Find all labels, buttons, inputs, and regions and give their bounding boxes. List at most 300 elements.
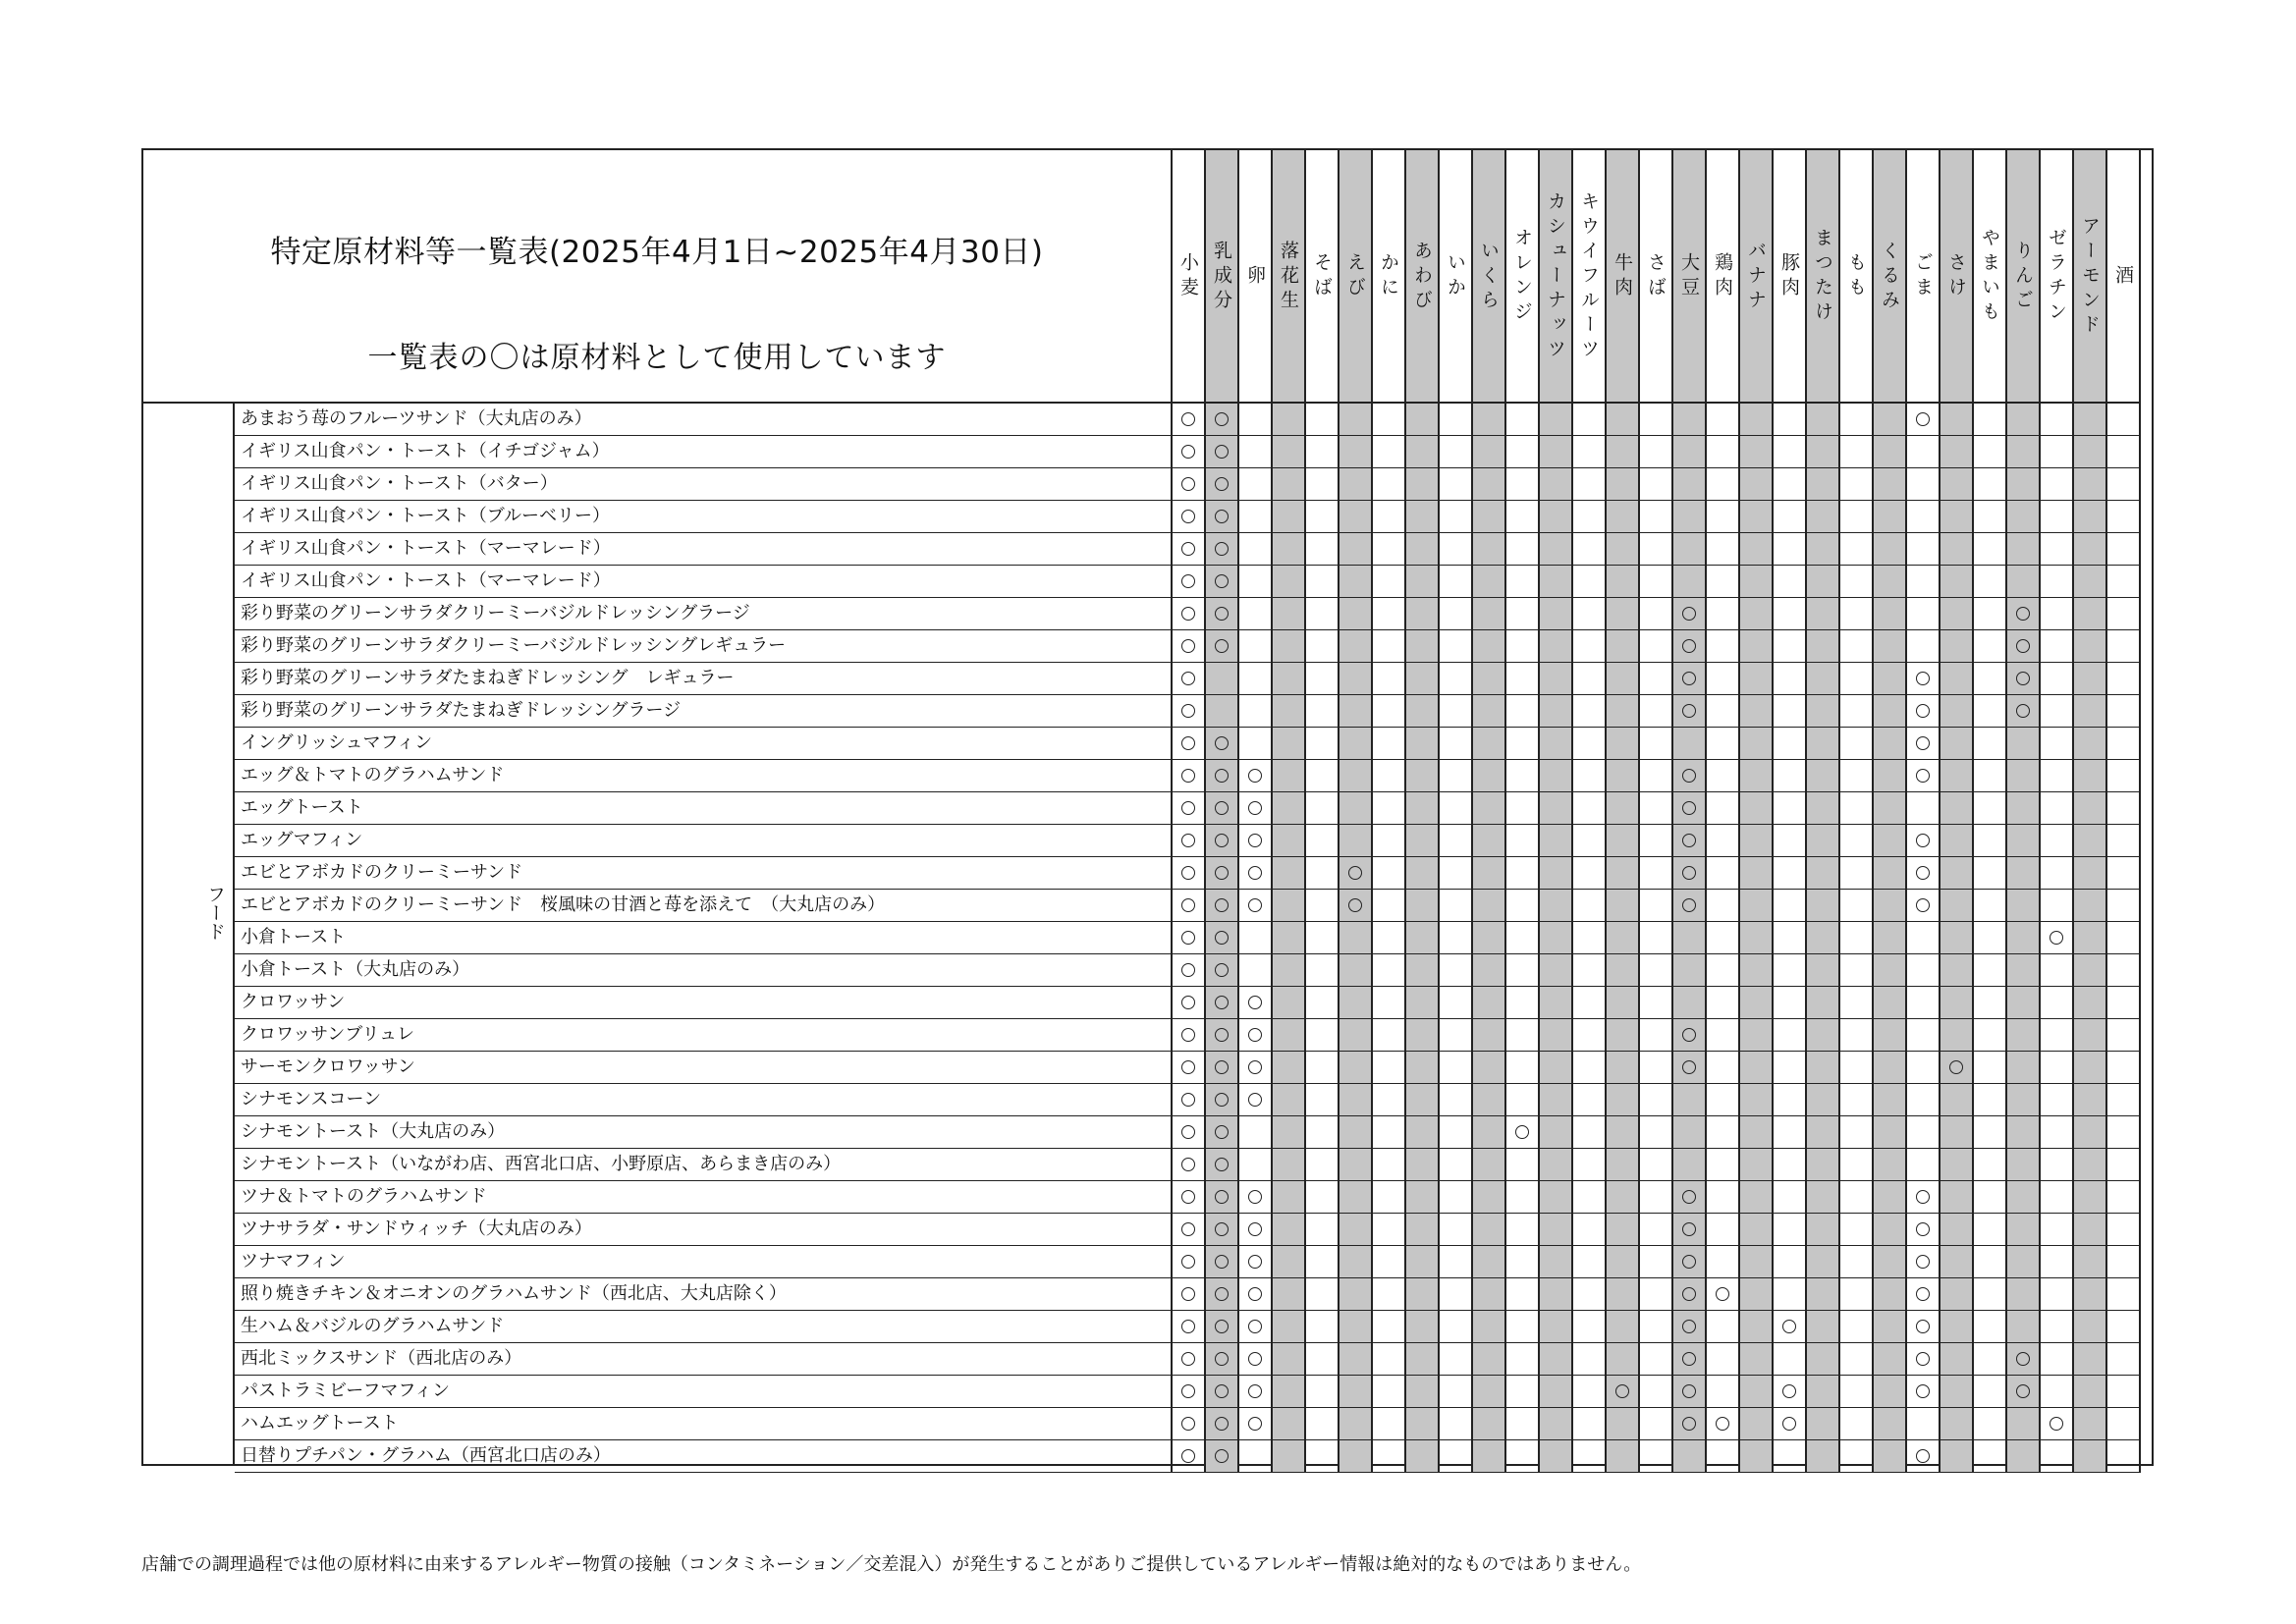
allergen-header-label: もも xyxy=(1845,252,1867,301)
table-cell xyxy=(2007,1246,2041,1278)
table-cell xyxy=(1740,1440,1774,1473)
table-cell xyxy=(1640,825,1673,857)
table-cell xyxy=(1473,1149,1506,1181)
table-cell xyxy=(1640,1278,1673,1311)
table-cell xyxy=(1807,533,1840,566)
table-cell xyxy=(1974,1149,2007,1181)
table-cell xyxy=(1840,533,1874,566)
table-cell xyxy=(1640,663,1673,695)
table-cell xyxy=(1941,1311,1974,1343)
item-name: イギリス山食パン・トースト（イチゴジャム） xyxy=(235,436,1173,468)
table-cell xyxy=(1740,954,1774,987)
table-cell xyxy=(1506,695,1540,728)
table-cell xyxy=(1339,1084,1373,1116)
table-cell xyxy=(1506,922,1540,954)
table-cell xyxy=(1974,922,2007,954)
table-cell xyxy=(1640,1084,1673,1116)
table-cell xyxy=(2074,825,2107,857)
table-cell xyxy=(1206,890,1239,922)
table-cell xyxy=(1306,1084,1339,1116)
table-cell xyxy=(1740,663,1774,695)
table-cell xyxy=(1640,890,1673,922)
table-cell xyxy=(1673,533,1707,566)
circle-mark-icon xyxy=(1215,1190,1229,1204)
table-cell xyxy=(1640,468,1673,501)
table-cell xyxy=(1206,663,1239,695)
table-cell xyxy=(1974,825,2007,857)
table-cell xyxy=(1774,1311,1807,1343)
table-cell xyxy=(1840,728,1874,760)
table-cell xyxy=(1640,404,1673,436)
table-cell xyxy=(1406,404,1440,436)
table-cell xyxy=(1239,468,1273,501)
table-cell xyxy=(2074,533,2107,566)
table-cell xyxy=(1707,987,1740,1019)
table-cell xyxy=(2074,1116,2107,1149)
table-cell xyxy=(1673,890,1707,922)
table-cell xyxy=(1506,1343,1540,1376)
table-cell xyxy=(1673,1149,1707,1181)
allergen-header xyxy=(1339,150,1373,404)
table-cell xyxy=(1339,954,1373,987)
table-cell xyxy=(1974,1278,2007,1311)
table-cell xyxy=(1206,695,1239,728)
table-cell xyxy=(2074,436,2107,468)
table-cell xyxy=(1673,1116,1707,1149)
circle-mark-icon xyxy=(1215,1060,1229,1074)
table-cell xyxy=(1173,695,1206,728)
table-cell xyxy=(1506,501,1540,533)
table-cell xyxy=(1874,1278,1907,1311)
table-cell xyxy=(1406,533,1440,566)
item-name: 小倉トースト（大丸店のみ） xyxy=(235,954,1173,987)
circle-mark-icon xyxy=(1181,1158,1195,1171)
table-cell xyxy=(1206,1052,1239,1084)
table-cell xyxy=(1440,1246,1473,1278)
table-cell xyxy=(1339,663,1373,695)
table-cell xyxy=(1506,468,1540,501)
table-cell xyxy=(1640,954,1673,987)
table-cell xyxy=(1373,1084,1406,1116)
table-cell xyxy=(1406,566,1440,598)
table-cell xyxy=(2074,760,2107,792)
table-cell xyxy=(1173,598,1206,630)
circle-mark-icon xyxy=(1215,445,1229,459)
table-cell xyxy=(1941,857,1974,890)
category-label: フード xyxy=(204,885,226,941)
table-cell xyxy=(1874,1408,1907,1440)
table-cell xyxy=(1974,1084,2007,1116)
table-cell xyxy=(1406,1440,1440,1473)
table-cell xyxy=(2074,501,2107,533)
table-cell xyxy=(1273,1278,1306,1311)
table-cell xyxy=(2074,987,2107,1019)
table-cell xyxy=(1273,890,1306,922)
table-cell xyxy=(1173,954,1206,987)
table-cell xyxy=(1707,1311,1740,1343)
table-cell xyxy=(1740,760,1774,792)
table-cell xyxy=(1774,792,1807,825)
table-cell xyxy=(1707,728,1740,760)
circle-mark-icon xyxy=(1181,574,1195,588)
table-cell xyxy=(1974,1311,2007,1343)
table-cell xyxy=(1573,566,1607,598)
table-cell xyxy=(2007,663,2041,695)
circle-mark-icon xyxy=(1215,1287,1229,1301)
table-cell xyxy=(1974,663,2007,695)
item-name: エッグマフィン xyxy=(235,825,1173,857)
table-cell xyxy=(1373,695,1406,728)
table-cell xyxy=(1440,728,1473,760)
table-cell xyxy=(1640,1440,1673,1473)
table-cell xyxy=(2041,1181,2074,1214)
table-cell xyxy=(1373,825,1406,857)
allergen-header xyxy=(1473,150,1506,404)
table-cell xyxy=(1774,663,1807,695)
table-cell xyxy=(1607,1116,1640,1149)
table-cell xyxy=(1840,566,1874,598)
table-cell xyxy=(1774,1181,1807,1214)
table-cell xyxy=(1740,922,1774,954)
allergen-header-label: 大豆 xyxy=(1678,252,1700,301)
circle-mark-icon xyxy=(1181,1255,1195,1269)
table-cell xyxy=(2107,1278,2141,1311)
circle-mark-icon xyxy=(1215,963,1229,977)
table-cell xyxy=(1540,1278,1573,1311)
table-cell xyxy=(1406,954,1440,987)
table-cell xyxy=(1573,1408,1607,1440)
table-cell xyxy=(1774,1019,1807,1052)
table-cell xyxy=(1974,760,2007,792)
table-cell xyxy=(1473,598,1506,630)
allergen-header-label: ごま xyxy=(1912,252,1934,301)
circle-mark-icon xyxy=(1248,1384,1262,1398)
table-cell xyxy=(1707,1181,1740,1214)
table-cell xyxy=(1473,922,1506,954)
table-cell xyxy=(1640,1343,1673,1376)
allergen-header-label: 卵 xyxy=(1244,264,1266,290)
item-name: 彩り野菜のグリーンサラダクリーミーバジルドレッシングラージ xyxy=(235,598,1173,630)
table-cell xyxy=(1506,1149,1540,1181)
circle-mark-icon xyxy=(1215,607,1229,621)
circle-mark-icon xyxy=(1215,898,1229,912)
table-cell xyxy=(1707,857,1740,890)
table-cell xyxy=(1974,436,2007,468)
table-cell xyxy=(2074,1311,2107,1343)
table-cell xyxy=(1573,1181,1607,1214)
table-cell xyxy=(1874,663,1907,695)
circle-mark-icon xyxy=(1248,834,1262,847)
table-cell xyxy=(1406,825,1440,857)
table-cell xyxy=(1974,501,2007,533)
item-name: サーモンクロワッサン xyxy=(235,1052,1173,1084)
table-cell xyxy=(1506,533,1540,566)
circle-mark-icon xyxy=(1215,769,1229,783)
table-cell xyxy=(1373,987,1406,1019)
table-cell xyxy=(1173,1214,1206,1246)
table-cell xyxy=(1874,404,1907,436)
table-cell xyxy=(1306,1149,1339,1181)
table-cell xyxy=(1774,1343,1807,1376)
table-cell xyxy=(2041,1246,2074,1278)
table-cell xyxy=(1607,728,1640,760)
allergen-header xyxy=(1206,150,1239,404)
table-cell xyxy=(1406,792,1440,825)
table-cell xyxy=(1573,1376,1607,1408)
table-cell xyxy=(1807,1343,1840,1376)
table-cell xyxy=(1339,1214,1373,1246)
table-cell xyxy=(1373,922,1406,954)
allergen-header-label: まつたけ xyxy=(1812,228,1833,326)
table-cell xyxy=(1540,1246,1573,1278)
table-cell xyxy=(1607,1408,1640,1440)
table-cell xyxy=(1807,436,1840,468)
table-cell xyxy=(1740,1376,1774,1408)
table-cell xyxy=(1239,1376,1273,1408)
footer-note: 店舗での調理過程では他の原材料に由来するアレルギー物質の接触（コンタミネーション／交差混入）が発生することがありご提供しているアレルギー情報は絶対的なものではありません。 xyxy=(141,1554,1642,1575)
table-cell xyxy=(1540,630,1573,663)
table-cell xyxy=(1840,1440,1874,1473)
table-cell xyxy=(1640,501,1673,533)
table-cell xyxy=(2107,1440,2141,1473)
table-cell xyxy=(1874,501,1907,533)
table-cell xyxy=(1473,1246,1506,1278)
table-cell xyxy=(1406,1343,1440,1376)
table-cell xyxy=(1506,890,1540,922)
table-cell xyxy=(1807,954,1840,987)
circle-mark-icon xyxy=(1782,1320,1796,1333)
table-cell xyxy=(1406,760,1440,792)
circle-mark-icon xyxy=(1215,1449,1229,1463)
table-cell xyxy=(1774,1278,1807,1311)
allergen-header xyxy=(1840,150,1874,404)
table-cell xyxy=(1874,890,1907,922)
table-cell xyxy=(2041,1084,2074,1116)
table-cell xyxy=(1373,1214,1406,1246)
table-cell xyxy=(1807,1311,1840,1343)
table-cell xyxy=(1673,1440,1707,1473)
table-cell xyxy=(1673,760,1707,792)
table-cell xyxy=(1774,890,1807,922)
table-cell xyxy=(1774,533,1807,566)
table-cell xyxy=(1273,404,1306,436)
table-cell xyxy=(1907,630,1941,663)
item-name: 彩り野菜のグリーンサラダたまねぎドレッシングラージ xyxy=(235,695,1173,728)
circle-mark-icon xyxy=(1248,996,1262,1009)
table-cell xyxy=(2107,922,2141,954)
table-cell xyxy=(1907,857,1941,890)
table-cell xyxy=(1640,1019,1673,1052)
table-cell xyxy=(1974,533,2007,566)
table-cell xyxy=(1239,1084,1273,1116)
table-cell xyxy=(1540,825,1573,857)
table-cell xyxy=(1206,501,1239,533)
table-cell xyxy=(1941,501,1974,533)
table-cell xyxy=(1774,695,1807,728)
item-name: クロワッサン xyxy=(235,987,1173,1019)
table-cell xyxy=(1306,1343,1339,1376)
table-cell xyxy=(1907,501,1941,533)
circle-mark-icon xyxy=(1215,477,1229,491)
circle-mark-icon xyxy=(1916,898,1930,912)
circle-mark-icon xyxy=(1916,834,1930,847)
circle-mark-icon xyxy=(1682,898,1696,912)
table-cell xyxy=(1506,987,1540,1019)
table-cell xyxy=(2107,1246,2141,1278)
table-cell xyxy=(1206,598,1239,630)
table-cell xyxy=(1640,1376,1673,1408)
table-cell xyxy=(1573,663,1607,695)
table-cell xyxy=(1840,630,1874,663)
table-cell xyxy=(1974,1181,2007,1214)
table-cell xyxy=(1373,857,1406,890)
table-cell xyxy=(1774,857,1807,890)
table-cell xyxy=(1774,1214,1807,1246)
circle-mark-icon xyxy=(1181,1320,1195,1333)
table-cell xyxy=(1473,468,1506,501)
table-cell xyxy=(1673,598,1707,630)
table-cell xyxy=(2107,533,2141,566)
circle-mark-icon xyxy=(2016,1384,2030,1398)
table-cell xyxy=(1807,1052,1840,1084)
table-cell xyxy=(1540,1311,1573,1343)
table-cell xyxy=(1373,630,1406,663)
table-cell xyxy=(1607,1214,1640,1246)
table-cell xyxy=(1540,566,1573,598)
table-cell xyxy=(1774,630,1807,663)
table-cell xyxy=(1941,1019,1974,1052)
table-cell xyxy=(1874,1084,1907,1116)
table-cell xyxy=(1239,760,1273,792)
table-cell xyxy=(1640,792,1673,825)
table-cell xyxy=(1740,1343,1774,1376)
table-cell xyxy=(1239,1019,1273,1052)
table-cell xyxy=(1840,792,1874,825)
circle-mark-icon xyxy=(1348,898,1362,912)
circle-mark-icon xyxy=(1181,801,1195,815)
table-cell xyxy=(1373,792,1406,825)
table-cell xyxy=(1707,1343,1740,1376)
table-cell xyxy=(1239,1181,1273,1214)
table-cell xyxy=(1640,436,1673,468)
table-cell xyxy=(1573,760,1607,792)
item-name: イギリス山食パン・トースト（マーマレード） xyxy=(235,566,1173,598)
table-cell xyxy=(1740,987,1774,1019)
table-cell xyxy=(1974,1052,2007,1084)
table-cell xyxy=(1173,1278,1206,1311)
table-cell xyxy=(1673,501,1707,533)
table-cell xyxy=(1440,987,1473,1019)
table-cell xyxy=(1941,825,1974,857)
allergen-header xyxy=(1373,150,1406,404)
circle-mark-icon xyxy=(1181,445,1195,459)
circle-mark-icon xyxy=(1916,736,1930,750)
table-cell xyxy=(1273,598,1306,630)
circle-mark-icon xyxy=(1181,1060,1195,1074)
table-cell xyxy=(1306,890,1339,922)
table-cell xyxy=(2007,825,2041,857)
circle-mark-icon xyxy=(1682,1352,1696,1366)
table-cell xyxy=(1740,1084,1774,1116)
table-cell xyxy=(1473,1116,1506,1149)
allergen-header xyxy=(1173,150,1206,404)
table-cell xyxy=(1607,922,1640,954)
table-cell xyxy=(1740,1019,1774,1052)
table-cell xyxy=(1673,792,1707,825)
table-cell xyxy=(1373,1181,1406,1214)
table-cell xyxy=(2041,1052,2074,1084)
circle-mark-icon xyxy=(2050,931,2063,945)
table-cell xyxy=(1406,1214,1440,1246)
table-cell xyxy=(2041,468,2074,501)
table-cell xyxy=(1339,1376,1373,1408)
circle-mark-icon xyxy=(1248,801,1262,815)
circle-mark-icon xyxy=(1248,1320,1262,1333)
table-cell xyxy=(1273,436,1306,468)
allergen-header xyxy=(2107,150,2141,404)
table-cell xyxy=(1473,501,1506,533)
table-cell xyxy=(1440,1376,1473,1408)
table-cell xyxy=(1807,1440,1840,1473)
table-cell xyxy=(1740,468,1774,501)
circle-mark-icon xyxy=(1916,866,1930,880)
table-cell xyxy=(1173,792,1206,825)
table-cell xyxy=(1239,630,1273,663)
table-cell xyxy=(1941,1343,1974,1376)
table-cell xyxy=(1406,1084,1440,1116)
table-cell xyxy=(1907,436,1941,468)
item-name: ハムエッグトースト xyxy=(235,1408,1173,1440)
table-cell xyxy=(1206,825,1239,857)
table-cell xyxy=(1673,404,1707,436)
circle-mark-icon xyxy=(1348,866,1362,880)
allergen-header-label: やまいも xyxy=(1979,228,2000,326)
table-cell xyxy=(2107,1214,2141,1246)
table-cell xyxy=(1573,1343,1607,1376)
table-cell xyxy=(1840,436,1874,468)
table-cell xyxy=(1807,1149,1840,1181)
circle-mark-icon xyxy=(1215,801,1229,815)
table-cell xyxy=(2074,1052,2107,1084)
table-cell xyxy=(1774,987,1807,1019)
table-cell xyxy=(1339,1116,1373,1149)
circle-mark-icon xyxy=(1181,672,1195,685)
table-cell xyxy=(1373,1116,1406,1149)
table-cell xyxy=(1707,1246,1740,1278)
table-cell xyxy=(1573,922,1607,954)
table-cell xyxy=(1273,1052,1306,1084)
table-cell xyxy=(1373,404,1406,436)
table-cell xyxy=(1339,792,1373,825)
table-cell xyxy=(1740,1278,1774,1311)
table-cell xyxy=(1306,598,1339,630)
table-cell xyxy=(1373,1246,1406,1278)
table-cell xyxy=(1406,663,1440,695)
circle-mark-icon xyxy=(1181,1093,1195,1107)
circle-mark-icon xyxy=(1181,1190,1195,1204)
table-cell xyxy=(1206,792,1239,825)
table-cell xyxy=(1440,1181,1473,1214)
table-cell xyxy=(1941,1376,1974,1408)
circle-mark-icon xyxy=(1782,1417,1796,1431)
table-cell xyxy=(1406,436,1440,468)
table-cell xyxy=(1273,695,1306,728)
table-cell xyxy=(1173,468,1206,501)
circle-mark-icon xyxy=(1181,1352,1195,1366)
table-cell xyxy=(1573,890,1607,922)
table-cell xyxy=(2007,890,2041,922)
table-cell xyxy=(1373,468,1406,501)
